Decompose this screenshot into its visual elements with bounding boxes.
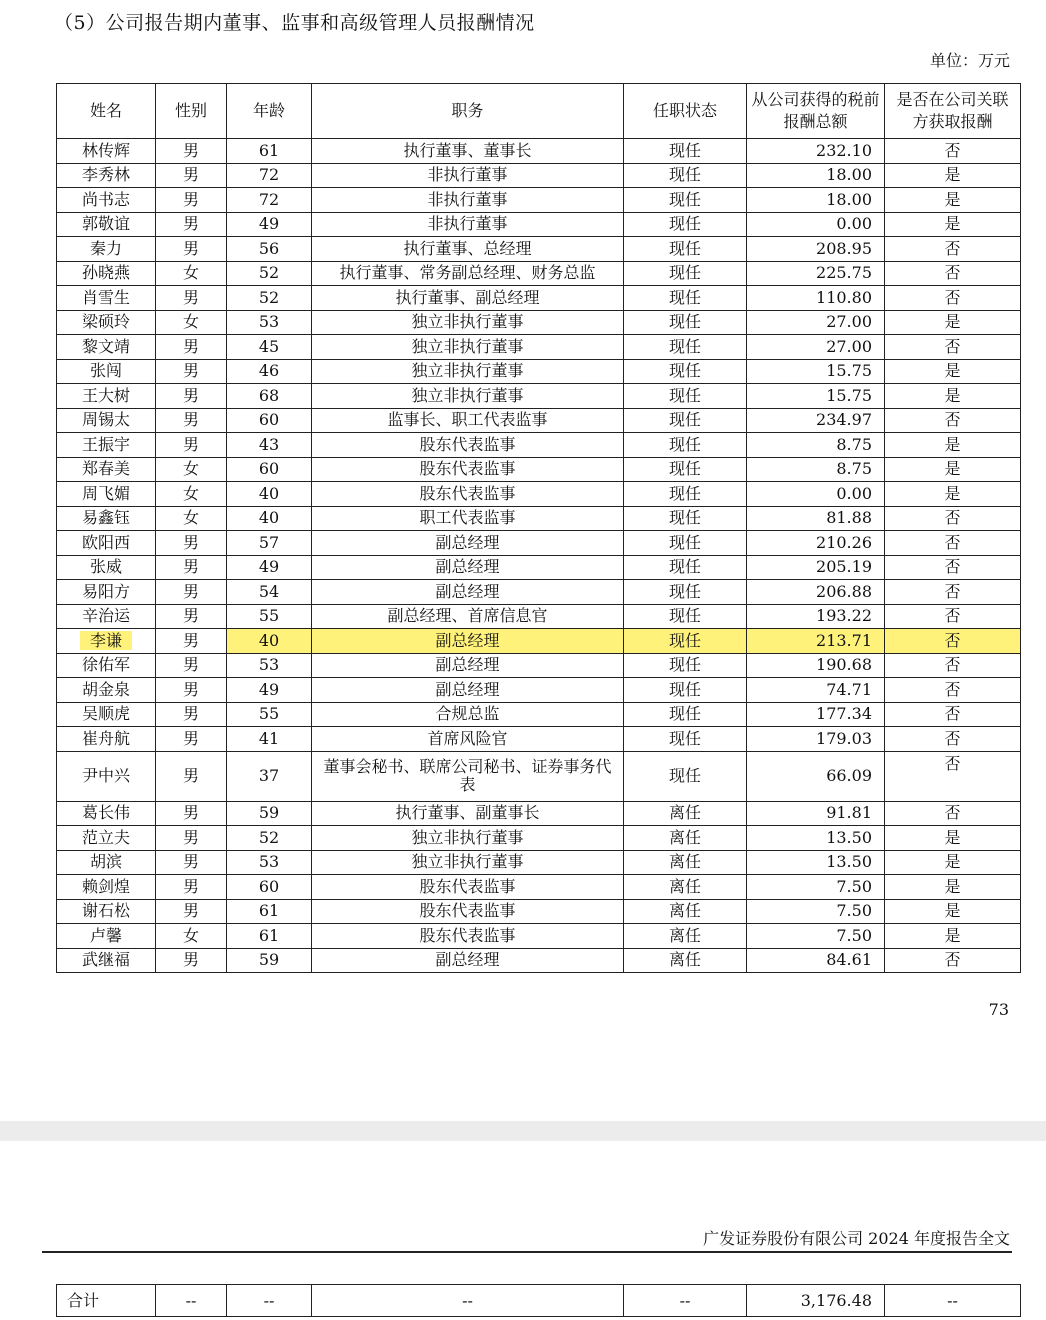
table-row [57,457,1021,482]
cell-name: 王大树 [57,384,156,409]
cell-name: 李秀林 [57,163,156,188]
cell-name: 卢馨 [57,924,156,949]
cell-name: 王振宇 [57,433,156,458]
cell-status: 离任 [624,850,747,875]
table-row [57,408,1021,433]
cell-name: 崔舟航 [57,727,156,752]
header-status: 任职状态 [624,84,747,139]
table-row [57,310,1021,335]
cell-position: 股东代表监事 [312,924,624,949]
table-row [57,384,1021,409]
cell-related-party: 是 [885,212,1021,237]
cell-pretax-remuneration: 179.03 [747,727,885,752]
cell-age: 41 [227,727,312,752]
cell-status: 现任 [624,702,747,727]
cell-position: 非执行董事 [312,188,624,213]
footer-rule [42,1251,1012,1253]
cell-status: 现任 [624,555,747,580]
cell-related-party: 是 [885,163,1021,188]
table-row [57,261,1021,286]
cell-gender: 男 [156,751,227,801]
header-related-party-remuneration: 是否在公司关联方获取报酬 [885,84,1021,139]
cell-gender: 男 [156,727,227,752]
table-row [57,139,1021,164]
cell-related-party: 否 [885,335,1021,360]
cell-gender: 男 [156,580,227,605]
cell-related-party: 否 [885,653,1021,678]
cell-pretax-remuneration: 66.09 [747,751,885,801]
cell-related-party: 是 [885,433,1021,458]
header-age: 年龄 [227,84,312,139]
cell-status: 现任 [624,580,747,605]
total-position: -- [312,1285,624,1317]
cell-pretax-remuneration: 206.88 [747,580,885,605]
cell-related-party: 否 [885,531,1021,556]
cell-status: 现任 [624,139,747,164]
cell-gender: 男 [156,433,227,458]
cell-name: 梁硕玲 [57,310,156,335]
cell-gender: 女 [156,506,227,531]
cell-pretax-remuneration: 7.50 [747,875,885,900]
cell-name: 周飞媚 [57,482,156,507]
cell-position: 非执行董事 [312,212,624,237]
cell-age: 49 [227,212,312,237]
cell-position: 副总经理 [312,653,624,678]
cell-age: 60 [227,875,312,900]
cell-pretax-remuneration: 7.50 [747,924,885,949]
cell-pretax-remuneration: 18.00 [747,163,885,188]
cell-name: 周锡太 [57,408,156,433]
cell-pretax-remuneration: 91.81 [747,801,885,826]
table-row [57,751,1021,801]
table-row [57,678,1021,703]
cell-pretax-remuneration: 213.71 [747,629,885,654]
cell-position: 监事长、职工代表监事 [312,408,624,433]
cell-position: 首席风险官 [312,727,624,752]
table-row [57,433,1021,458]
cell-name: 胡金泉 [57,678,156,703]
cell-status: 现任 [624,384,747,409]
cell-pretax-remuneration: 7.50 [747,899,885,924]
cell-name: 武继福 [57,948,156,973]
table-row [57,801,1021,826]
cell-related-party: 否 [885,702,1021,727]
cell-status: 离任 [624,899,747,924]
page-gap [0,1121,1046,1141]
cell-gender: 男 [156,384,227,409]
cell-position: 执行董事、副总经理 [312,286,624,311]
cell-related-party: 是 [885,924,1021,949]
cell-gender: 男 [156,139,227,164]
cell-gender: 男 [156,212,227,237]
cell-pretax-remuneration: 232.10 [747,139,885,164]
cell-name: 欧阳西 [57,531,156,556]
cell-gender: 男 [156,604,227,629]
cell-status: 现任 [624,678,747,703]
total-gender: -- [156,1285,227,1317]
cell-pretax-remuneration: 84.61 [747,948,885,973]
cell-pretax-remuneration: 15.75 [747,384,885,409]
table-row [57,555,1021,580]
cell-pretax-remuneration: 13.50 [747,826,885,851]
cell-status: 离任 [624,801,747,826]
table-row [57,604,1021,629]
cell-related-party: 否 [885,139,1021,164]
cell-pretax-remuneration: 8.75 [747,457,885,482]
cell-gender: 男 [156,335,227,360]
cell-pretax-remuneration: 234.97 [747,408,885,433]
cell-status: 现任 [624,433,747,458]
cell-related-party: 否 [885,678,1021,703]
cell-pretax-remuneration: 0.00 [747,482,885,507]
cell-pretax-remuneration: 205.19 [747,555,885,580]
cell-related-party: 否 [885,237,1021,262]
cell-related-party: 否 [885,506,1021,531]
cell-position: 独立非执行董事 [312,310,624,335]
table-header-row [57,84,1021,139]
cell-position: 董事会秘书、联席公司秘书、证券事务代表 [312,751,624,801]
table-row [57,163,1021,188]
cell-age: 59 [227,948,312,973]
cell-gender: 男 [156,286,227,311]
table-row [57,359,1021,384]
cell-related-party: 否 [885,261,1021,286]
highlighted-name: 李谦 [80,631,132,650]
cell-pretax-remuneration: 208.95 [747,237,885,262]
cell-age: 72 [227,188,312,213]
cell-position: 执行董事、副董事长 [312,801,624,826]
cell-related-party: 是 [885,850,1021,875]
cell-status: 现任 [624,335,747,360]
cell-age: 37 [227,751,312,801]
cell-position: 副总经理 [312,629,624,654]
total-amount: 3,176.48 [747,1285,885,1317]
table-row [57,924,1021,949]
cell-position: 独立非执行董事 [312,384,624,409]
cell-position: 副总经理、首席信息官 [312,604,624,629]
cell-age: 52 [227,286,312,311]
cell-age: 57 [227,531,312,556]
cell-pretax-remuneration: 8.75 [747,433,885,458]
cell-age: 49 [227,555,312,580]
cell-name: 胡滨 [57,850,156,875]
cell-related-party: 否 [885,580,1021,605]
cell-age: 56 [227,237,312,262]
cell-name: 秦力 [57,237,156,262]
cell-related-party: 否 [885,604,1021,629]
cell-position: 职工代表监事 [312,506,624,531]
cell-position: 副总经理 [312,531,624,556]
cell-age: 40 [227,629,312,654]
cell-related-party: 是 [885,482,1021,507]
cell-position: 股东代表监事 [312,457,624,482]
cell-gender: 男 [156,408,227,433]
cell-related-party: 否 [885,555,1021,580]
cell-name: 孙晓燕 [57,261,156,286]
cell-age: 55 [227,604,312,629]
cell-age: 61 [227,924,312,949]
header-gender: 性别 [156,84,227,139]
cell-related-party: 是 [885,899,1021,924]
cell-pretax-remuneration: 225.75 [747,261,885,286]
cell-age: 59 [227,801,312,826]
cell-age: 60 [227,457,312,482]
cell-age: 49 [227,678,312,703]
cell-name: 尚书志 [57,188,156,213]
cell-position: 执行董事、常务副总经理、财务总监 [312,261,624,286]
cell-age: 43 [227,433,312,458]
cell-related-party: 否 [885,948,1021,973]
header-pretax-remuneration: 从公司获得的税前报酬总额 [747,84,885,139]
cell-age: 52 [227,261,312,286]
cell-pretax-remuneration: 81.88 [747,506,885,531]
cell-status: 现任 [624,286,747,311]
table-row [57,237,1021,262]
total-status: -- [624,1285,747,1317]
cell-position: 执行董事、董事长 [312,139,624,164]
cell-pretax-remuneration: 210.26 [747,531,885,556]
cell-gender: 男 [156,826,227,851]
cell-gender: 男 [156,629,227,654]
cell-pretax-remuneration: 110.80 [747,286,885,311]
cell-position: 股东代表监事 [312,433,624,458]
cell-status: 现任 [624,506,747,531]
cell-name: 张威 [57,555,156,580]
cell-name: 吴顺虎 [57,702,156,727]
cell-related-party: 否 [885,408,1021,433]
cell-related-party: 否 [885,801,1021,826]
cell-age: 61 [227,139,312,164]
total-related: -- [885,1285,1021,1317]
header-position: 职务 [312,84,624,139]
remuneration-table [56,83,1021,973]
cell-gender: 男 [156,875,227,900]
cell-name: 徐佑军 [57,653,156,678]
cell-age: 60 [227,408,312,433]
cell-position: 副总经理 [312,948,624,973]
cell-status: 离任 [624,948,747,973]
cell-related-party: 否 [885,727,1021,752]
cell-status: 离任 [624,875,747,900]
cell-related-party: 是 [885,188,1021,213]
cell-status: 现任 [624,261,747,286]
cell-gender: 男 [156,948,227,973]
cell-status: 现任 [624,653,747,678]
cell-status: 现任 [624,727,747,752]
cell-gender: 男 [156,899,227,924]
cell-related-party: 是 [885,875,1021,900]
cell-position: 副总经理 [312,580,624,605]
cell-gender: 女 [156,310,227,335]
cell-status: 现任 [624,188,747,213]
cell-pretax-remuneration: 13.50 [747,850,885,875]
cell-name: 尹中兴 [57,751,156,801]
cell-name: 郑春美 [57,457,156,482]
cell-gender: 男 [156,702,227,727]
cell-status: 现任 [624,629,747,654]
total-label: 合计 [57,1285,156,1317]
cell-gender: 女 [156,924,227,949]
section-heading: （5）公司报告期内董事、监事和高级管理人员报酬情况 [54,12,535,34]
cell-position: 非执行董事 [312,163,624,188]
cell-status: 现任 [624,310,747,335]
table-row [57,948,1021,973]
cell-position: 股东代表监事 [312,482,624,507]
cell-position: 股东代表监事 [312,899,624,924]
table-row [57,702,1021,727]
cell-gender: 男 [156,555,227,580]
cell-gender: 男 [156,163,227,188]
cell-pretax-remuneration: 193.22 [747,604,885,629]
cell-related-party: 否 [885,286,1021,311]
cell-gender: 男 [156,653,227,678]
cell-related-party: 是 [885,826,1021,851]
cell-position: 执行董事、总经理 [312,237,624,262]
total-row [57,1285,1021,1317]
cell-gender: 男 [156,188,227,213]
cell-status: 现任 [624,751,747,801]
cell-name: 郭敬谊 [57,212,156,237]
cell-age: 52 [227,826,312,851]
table-row [57,875,1021,900]
table-row [57,826,1021,851]
cell-age: 40 [227,506,312,531]
cell-status: 离任 [624,826,747,851]
cell-pretax-remuneration: 177.34 [747,702,885,727]
cell-gender: 男 [156,801,227,826]
cell-name: 林传辉 [57,139,156,164]
cell-age: 46 [227,359,312,384]
cell-name: 易阳方 [57,580,156,605]
cell-gender: 男 [156,359,227,384]
table-row [57,629,1021,654]
total-table [56,1284,1021,1317]
cell-name: 谢石松 [57,899,156,924]
cell-position: 独立非执行董事 [312,359,624,384]
unit-label: 单位：万元 [929,51,1010,70]
cell-age: 54 [227,580,312,605]
cell-name: 肖雪生 [57,286,156,311]
cell-name: 张闯 [57,359,156,384]
cell-name: 葛长伟 [57,801,156,826]
cell-gender: 女 [156,457,227,482]
table-row [57,653,1021,678]
cell-name [57,629,156,654]
footer-title: 广发证券股份有限公司 2024 年度报告全文 [703,1229,1010,1248]
header-name: 姓名 [57,84,156,139]
cell-status: 现任 [624,531,747,556]
cell-age: 53 [227,310,312,335]
table-row [57,212,1021,237]
page-number: 73 [988,1000,1009,1019]
cell-gender: 男 [156,678,227,703]
cell-age: 53 [227,850,312,875]
cell-name: 范立夫 [57,826,156,851]
table-row [57,531,1021,556]
cell-related-party: 是 [885,310,1021,335]
cell-position: 独立非执行董事 [312,826,624,851]
cell-name: 易鑫钰 [57,506,156,531]
cell-name: 赖剑煌 [57,875,156,900]
table-row [57,899,1021,924]
table-row [57,286,1021,311]
cell-pretax-remuneration: 0.00 [747,212,885,237]
cell-name: 黎文靖 [57,335,156,360]
cell-pretax-remuneration: 18.00 [747,188,885,213]
cell-status: 现任 [624,237,747,262]
cell-position: 独立非执行董事 [312,850,624,875]
cell-related-party: 否 [885,751,1021,801]
cell-status: 离任 [624,924,747,949]
cell-status: 现任 [624,457,747,482]
cell-age: 61 [227,899,312,924]
table-row [57,335,1021,360]
cell-gender: 男 [156,237,227,262]
table-row [57,727,1021,752]
cell-status: 现任 [624,359,747,384]
cell-status: 现任 [624,212,747,237]
cell-position: 副总经理 [312,678,624,703]
cell-gender: 女 [156,261,227,286]
table-row [57,482,1021,507]
cell-pretax-remuneration: 190.68 [747,653,885,678]
cell-position: 副总经理 [312,555,624,580]
cell-age: 55 [227,702,312,727]
cell-position: 独立非执行董事 [312,335,624,360]
cell-status: 现任 [624,604,747,629]
cell-status: 现任 [624,163,747,188]
cell-related-party: 是 [885,457,1021,482]
table-row [57,506,1021,531]
cell-position: 合规总监 [312,702,624,727]
cell-age: 40 [227,482,312,507]
cell-age: 45 [227,335,312,360]
cell-gender: 女 [156,482,227,507]
cell-name: 辛治运 [57,604,156,629]
cell-age: 72 [227,163,312,188]
cell-gender: 男 [156,531,227,556]
cell-gender: 男 [156,850,227,875]
cell-pretax-remuneration: 74.71 [747,678,885,703]
table-row [57,580,1021,605]
cell-related-party: 是 [885,384,1021,409]
cell-status: 现任 [624,482,747,507]
cell-pretax-remuneration: 27.00 [747,335,885,360]
cell-status: 现任 [624,408,747,433]
cell-age: 68 [227,384,312,409]
cell-pretax-remuneration: 15.75 [747,359,885,384]
cell-related-party: 否 [885,629,1021,654]
table-row [57,188,1021,213]
cell-age: 53 [227,653,312,678]
table-row [57,850,1021,875]
cell-pretax-remuneration: 27.00 [747,310,885,335]
cell-position: 股东代表监事 [312,875,624,900]
cell-related-party: 是 [885,359,1021,384]
total-age: -- [227,1285,312,1317]
